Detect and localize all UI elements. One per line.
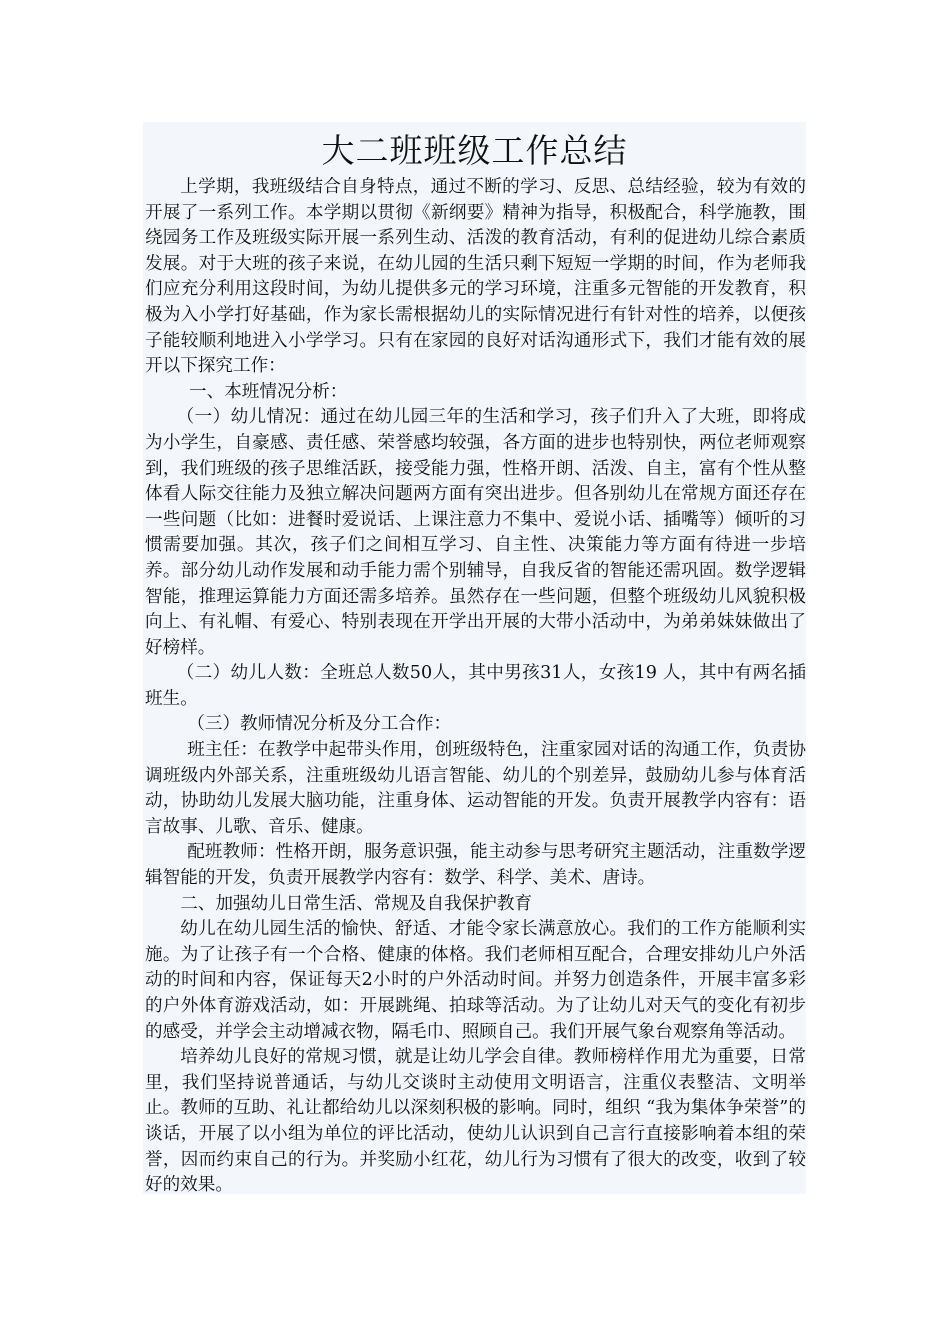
paragraph-intro: 上学期，我班级结合自身特点，通过不断的学习、反思、总结经验，较为有效的开展了一系列工作。本学期以贯彻《新纲要》精神为指导，积极配合，科学施教，围绕园务工作及班级实际开展一系列生动、活泼的教育活动，有利的促进幼儿综合素质发展。对于大班的孩子来说，在幼儿园的生活只剩下短短一学期的时间，作为老师我们应充分利用这段时间，为幼儿提供多元的学习环境，注重多元智能的开发教育，积极为入小学打好基础，作为家长需根据幼儿的实际情况进行有针对性的培养，以便孩子能较顺利地进入小学学习。只有在家园的良好对话沟通形式下，我们才能有效的展开以下探究工作： [145, 177, 806, 377]
paragraph-daily-life: 幼儿在幼儿园生活的愉快、舒适、才能令家长满意放心。我们的工作方能顺利实施。为了让孩子有一个合格、健康的体格。我们老师相互配合，合理安排幼儿户外活动的时间和内容，保证每天2小时的户外活动时间。并努力创造条件，开展丰富多彩的户外体育游戏活动，如：开展跳绳、拍球等活动。为了让幼儿对天气的变化有初步的感受，并学会主动增减衣物，隔毛巾、照顾自己。我们开展气象台观察角等活动。 [145, 919, 806, 1042]
section-heading-2: 二、加强幼儿日常生活、常规及自我保护教育 [180, 893, 533, 914]
paragraph-head-teacher: 班主任：在教学中起带头作用，创班级特色，注重家园对话的沟通工作，负责协调班级内外部关系，注重班级幼儿语言智能、幼儿的个别差异，鼓励幼儿参与体育活动，协助幼儿发展大脑功能，注重身体、运动智能的开发。负责开展教学内容有：语言故事、儿歌、音乐、健康。 [145, 740, 806, 837]
paragraph-children-situation: （一）幼儿情况：通过在幼儿园三年的生活和学习，孩子们升入了大班，即将成为小学生，自豪感、责任感、荣誉感均较强，各方面的进步也特别快，两位老师观察到，我们班级的孩子思维活跃，接受能力强，性格开朗、活泼、自主，富有个性从整体看人际交往能力及独立解决问题两方面有突出进步。但各别幼儿在常规方面还存在一些问题（比如：进餐时爱说话、上课注意力不集中、爱说小话、插嘴等）倾听的习惯需要加强。其次，孩子们之间相互学习、自主性、决策能力等方面有待进一步培养。部分幼儿动作发展和动手能力需个别辅导，自我反省的智能还需巩固。数学逻辑智能，推理运算能力方面还需多培养。虽然存在一些问题，但整个班级幼儿风貌积极向上、有礼帽、有爱心、特别表现在开学出开展的大带小活动中，为弟弟妹妹做出了好榜样。 [145, 407, 806, 658]
document-page [143, 122, 806, 1194]
section-heading-1: 一、本班情况分析： [189, 381, 348, 402]
paragraph-children-count: （二）幼儿人数：全班总人数50人，其中男孩31人，女孩19 人，其中有两名插班生。 [145, 663, 806, 709]
document-title: 大二班班级工作总结 [321, 131, 628, 170]
paragraph-assistant-teacher: 配班教师：性格开朗，服务意识强，能主动参与思考研究主题活动，注重数学逻辑智能的开发，负责开展教学内容有：数学、科学、美术、唐诗。 [145, 842, 806, 889]
document-body [145, 175, 806, 1199]
subsection-heading-teachers: （三）教师情况分析及分工合作： [187, 714, 452, 735]
paragraph-routine-habits: 培养幼儿良好的常规习惯，就是让幼儿学会自律。教师榜样作用尤为重要，日常里，我们坚持说普通话，与幼儿交谈时主动使用文明语言，注重仪表整洁、文明举止。教师的互助、礼让都给幼儿以深刻积极的影响。同时，组织 “我为集体争荣誉”的谈话，开展了以小组为单位的评比活动，使幼儿认识到自己言行直接影响着本组的荣誉，因而约束自己的行为。并奖励小红花，幼儿行为习惯有了很大的改变，收到了较好的效果。 [145, 1047, 806, 1196]
